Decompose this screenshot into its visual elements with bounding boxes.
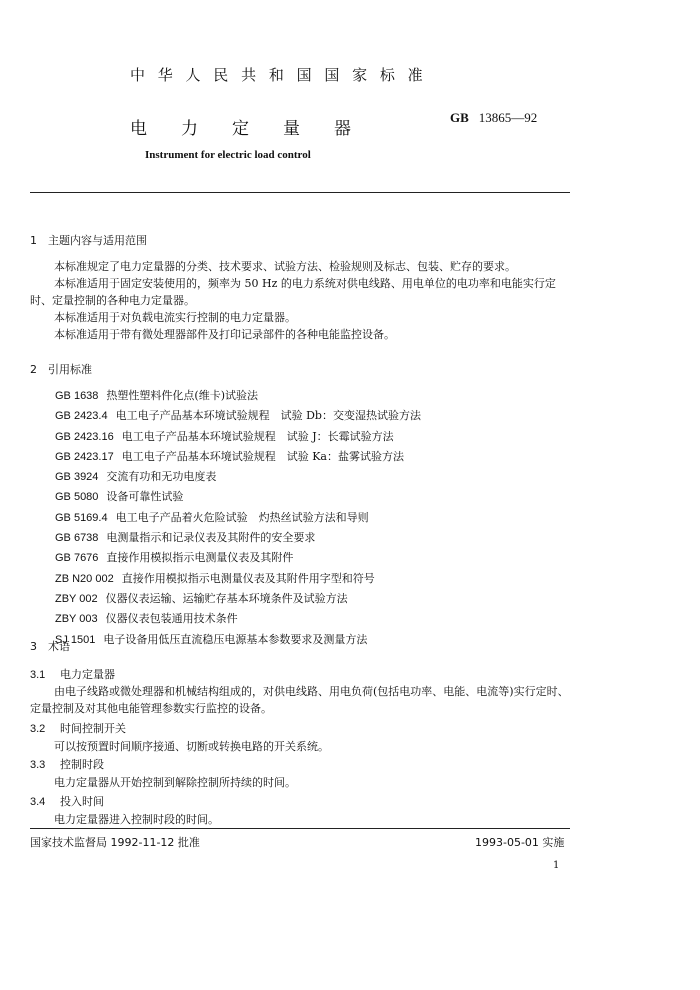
term-heading <box>30 756 104 772</box>
paragraph: 本标准适用于对负载电流实行控制的电力定量器。 <box>54 311 296 324</box>
gb-prefix: GB <box>450 110 469 125</box>
page-number: 1 <box>553 860 560 871</box>
section-number: 2 <box>30 363 37 376</box>
paragraph: 本标准规定了电力定量器的分类、技术要求、试验方法、检验规则及标志、包装、贮存的要求。 <box>54 260 516 273</box>
reference-item <box>55 487 421 507</box>
reference-title: 电子设备用低压直流稳压电源基本参数要求及测量方法 <box>103 632 368 646</box>
term-name: 电力定量器 <box>60 668 115 681</box>
reference-title: 交流有功和无功电度表 <box>106 470 217 484</box>
term-definition <box>30 683 575 717</box>
standard-number <box>450 110 537 126</box>
reference-item <box>55 386 421 406</box>
term-definition <box>30 811 575 828</box>
term-name: 控制时段 <box>60 758 104 771</box>
section-3-heading <box>30 638 70 654</box>
implementation-date: 1993-05-01 实施 <box>475 836 565 849</box>
reference-code: GB 1638 <box>55 390 99 402</box>
reference-title: 仪器仪表包装通用技术条件 <box>105 612 238 626</box>
reference-item <box>55 447 421 467</box>
definition-text: 可以按预置时间顺序接通、切断或转换电路的开关系统。 <box>54 740 329 753</box>
reference-item <box>55 508 421 528</box>
reference-item <box>55 467 421 487</box>
approval-date: 国家技术监督局 1992-11-12 批准 <box>30 836 200 849</box>
term-definition <box>30 738 575 755</box>
reference-code: GB 5080 <box>55 491 99 504</box>
section-title: 引用标准 <box>48 363 92 376</box>
gb-number: 13865—92 <box>478 110 538 125</box>
paragraph: 本标准适用于固定安装使用的，频率为 50 Hz 的电力系统对供电线路、用电单位的电功率和电能实行定时、定量控制的各种电力定量器。 <box>30 277 556 307</box>
reference-code: GB 6738 <box>55 532 99 545</box>
reference-item <box>55 630 421 650</box>
section-1-body <box>30 258 575 343</box>
reference-title: 仪器仪表运输、运输贮存基本环境条件及试验方法 <box>105 591 348 605</box>
section-title: 术语 <box>48 640 70 653</box>
footer-divider <box>30 828 570 829</box>
header-divider <box>30 192 570 193</box>
reference-code: SJ 1501 <box>55 633 96 646</box>
section-1-heading <box>30 232 147 248</box>
paragraph: 本标准适用于带有微处理器部件及打印记录部件的各种电能监控设备。 <box>54 328 395 341</box>
term-heading <box>30 720 126 736</box>
definition-text: 电力定量器进入控制时段的时间。 <box>54 813 219 826</box>
term-name: 时间控制开关 <box>60 722 126 735</box>
section-number: 3 <box>30 640 37 653</box>
term-number: 3.1 <box>30 669 46 681</box>
reference-title: 电工电子产品着火危险试验 灼热丝试验方法和导则 <box>115 510 369 524</box>
reference-item <box>55 427 421 447</box>
reference-title: 电工电子产品基本环境试验规程 试验 Ka：盐雾试验方法 <box>121 449 404 463</box>
reference-code: GB 7676 <box>55 552 99 565</box>
reference-code: GB 2423.16 <box>55 430 114 443</box>
reference-item <box>55 589 421 609</box>
document-title: 电力定量器 <box>130 119 385 139</box>
reference-title: 电测量指示和记录仪表及其附件的安全要求 <box>106 531 316 545</box>
section-2-heading <box>30 361 92 377</box>
reference-title: 电工电子产品基本环境试验规程 试验 J：长霉试验方法 <box>121 429 394 443</box>
national-standard-heading: 中 华 人 民 共 和 国 国 家 标 准 <box>130 66 427 84</box>
term-heading <box>30 793 104 809</box>
reference-title: 电工电子产品基本环境试验规程 试验 Db：交变湿热试验方法 <box>115 409 421 423</box>
section-number: 1 <box>30 234 37 247</box>
section-title: 主题内容与适用范围 <box>48 234 147 247</box>
term-number: 3.3 <box>30 759 46 771</box>
reference-item <box>55 528 421 548</box>
definition-text: 由电子线路或微处理器和机械结构组成的，对供电线路、用电负荷(包括电功率、电能、电流等)实行定时、定量控制及对其他电能管理参数实行监控的设备。 <box>30 685 569 715</box>
reference-title: 热塑性塑料件化点(维卡)试验法 <box>106 389 259 402</box>
reference-list <box>55 386 421 650</box>
reference-code: GB 3924 <box>55 471 99 484</box>
term-number: 3.2 <box>30 723 46 735</box>
term-heading <box>30 666 115 682</box>
reference-item <box>55 406 421 426</box>
term-number: 3.4 <box>30 796 46 808</box>
definition-text: 电力定量器从开始控制到解除控制所持续的时间。 <box>54 776 296 789</box>
reference-code: ZBY 003 <box>55 613 98 626</box>
term-name: 投入时间 <box>60 795 104 808</box>
reference-title: 直接作用模拟指示电测量仪表及其附件用字型和符号 <box>121 571 375 585</box>
reference-code: GB 5169.4 <box>55 511 108 524</box>
reference-title: 直接作用模拟指示电测量仪表及其附件 <box>106 551 294 565</box>
reference-code: GB 2423.4 <box>55 410 108 423</box>
reference-title: 设备可靠性试验 <box>106 490 184 504</box>
reference-item <box>55 569 421 589</box>
english-title: Instrument for electric load control <box>145 149 311 161</box>
reference-code: GB 2423.17 <box>55 450 114 463</box>
term-definition <box>30 774 575 791</box>
reference-code: ZBY 002 <box>55 592 98 605</box>
reference-code: ZB N20 002 <box>55 572 114 585</box>
reference-item <box>55 609 421 629</box>
reference-item <box>55 548 421 568</box>
